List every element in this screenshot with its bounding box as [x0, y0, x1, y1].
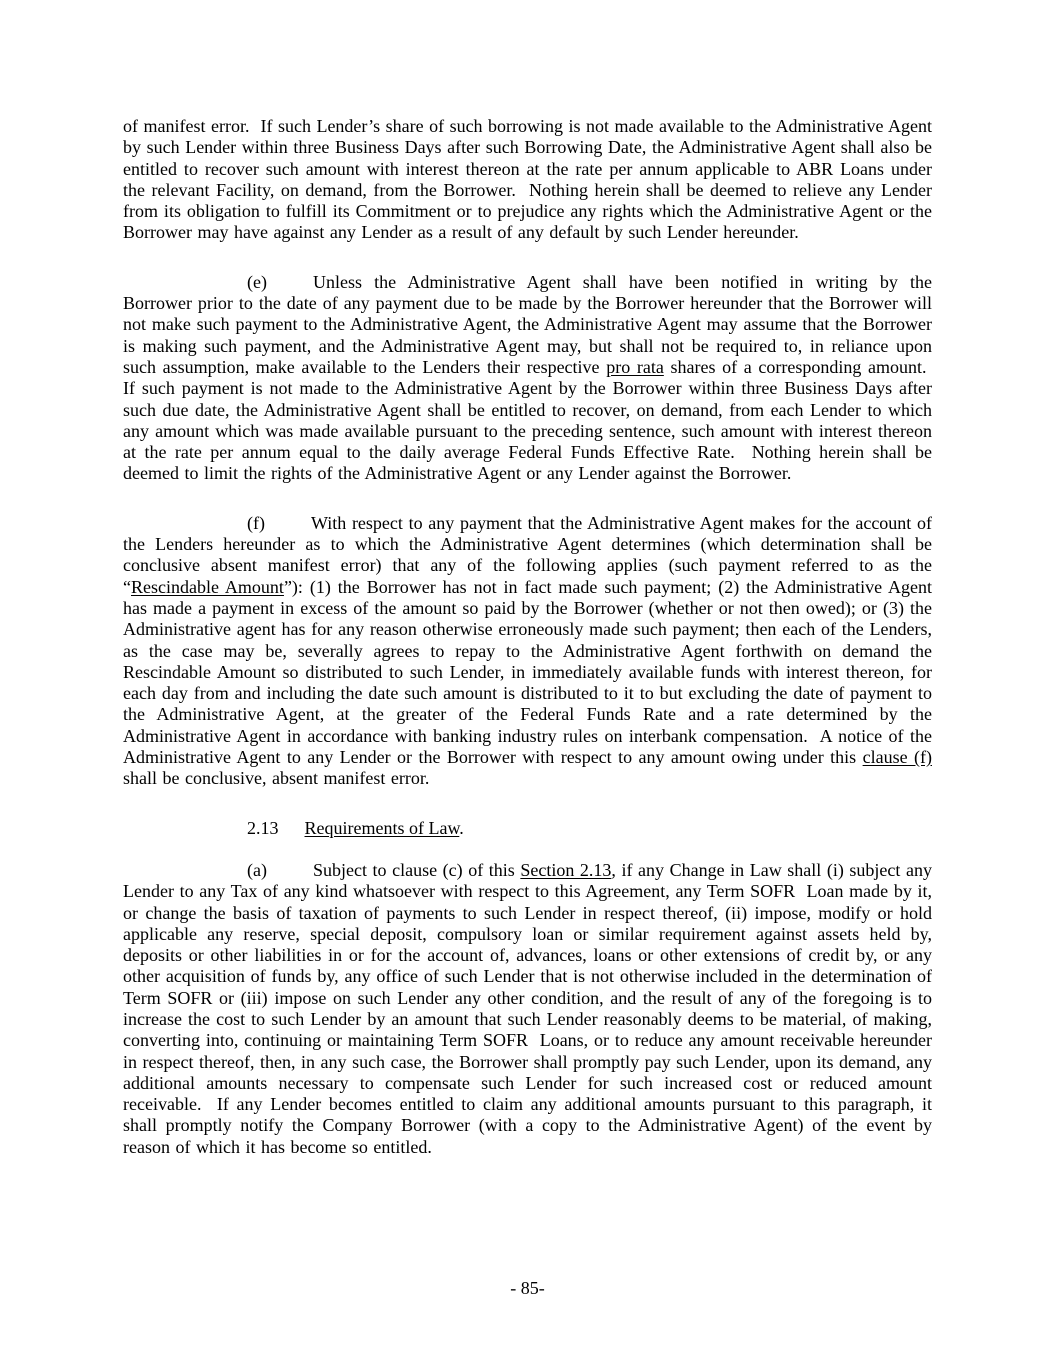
paragraph-clause-e	[123, 272, 932, 485]
clause-a-text-2: , if any Change in Law shall (i) subject any Lender to any Tax of any kind whatsoever with respect to this Agreement, any Term SOFR Loan made by it, or change the basis of taxation of payments to such Lender in respect thereof, (ii) impose, modify or hold applicable any reserve, special deposit, compulsory loan or similar requirement against assets held by, deposits or other liabilities in or for the account of, advances, loans or other extensions of credit by, or any other acquisition of funds by, any office of such Lender that is not otherwise included in the determination of Term SOFR or (iii) impose on such Lender any other condition, and the result of any of the foregoing is to increase the cost to such Lender by an amount that such Lender reasonably deems to be material, of making, converting into, continuing or maintaining Term SOFR Loans, or to reduce any amount receivable hereunder in respect thereof, then, in any such case, the Borrower shall promptly pay such Lender, upon its demand, any additional amounts necessary to compensate such Lender for such increased cost or reduced amount receivable. If any Lender becomes entitled to claim any additional amounts pursuant to this paragraph, it shall promptly notify the Company Borrower (with a copy to the Administrative Agent) of the event by reason of which it has become so entitled.	[123, 859, 932, 1157]
underlined-term-rescindable-amount: Rescindable Amount	[131, 576, 284, 597]
document-page	[123, 116, 932, 1186]
paragraph-clause-f	[123, 513, 932, 790]
clause-f-text-1: With respect to any payment that the Administrative Agent makes for the account of the Lenders hereunder as to which the Administrative Agent determines (which determination shall be conclusive absent manifest error) that any of the following applies (such payment referred to as the “	[123, 512, 932, 597]
clause-e-text-1: Unless the Administrative Agent shall have been notified in writing by the Borrower prior to the date of any payment due to be made by the Borrower hereunder that the Borrower will not make such payment to the Administrative Agent, the Administrative Agent may assume that the Borrower is making such payment, and the Administrative Agent may, but shall not be required to, in reliance upon such assumption, make available to the Lenders their respective	[123, 271, 932, 377]
underlined-cross-reference-clause-f: clause (f)	[862, 747, 932, 768]
paragraph-continuation	[123, 116, 932, 244]
clause-f-label: (f)	[247, 512, 265, 533]
clause-f-text-3: shall be conclusive, absent manifest error.	[123, 768, 430, 789]
paragraph-continuation-text: of manifest error. If such Lender’s share of such borrowing is not made available to the Administrative Agent by such Lender within three Business Days after such Borrowing Date, the Administrative Agent shall also be entitled to recover such amount with interest thereon at the rate per annum applicable to ABR Loans under the relevant Facility, on demand, from the Borrower. Nothing herein shall be deemed to relieve any Lender from its obligation to fulfill its Commitment or to prejudice any rights which the Administrative Agent or the Borrower may have against any Lender as a result of any default by such Lender hereunder.	[123, 116, 932, 243]
section-title-requirements-of-law: Requirements of Law	[304, 817, 460, 838]
underlined-cross-reference-section-2-13: Section 2.13	[520, 859, 612, 880]
clause-e-text-2: shares of a corresponding amount. If such payment is not made to the Administrative Agent by the Borrower within three Business Days after such due date, the Administrative Agent shall be entitled to recover, on demand, from each Lender to which any amount which was made available pursuant to the preceding sentence, such amount with interest thereon at the rate per annum equal to the daily average Federal Funds Effective Rate. Nothing herein shall be deemed to limit the rights of the Administrative Agent or any Lender against the Borrower.	[123, 356, 933, 484]
paragraph-clause-a	[123, 860, 932, 1158]
section-heading-2-13	[123, 818, 932, 839]
clause-a-text-1: Subject to clause (c) of this	[312, 859, 521, 880]
page-number: - 85-	[510, 1278, 545, 1298]
clause-a-label: (a)	[247, 859, 267, 880]
clause-e-label: (e)	[247, 271, 267, 292]
section-title-period: .	[459, 817, 464, 838]
section-number: 2.13	[247, 817, 279, 838]
underlined-term-pro-rata: pro rata	[606, 356, 664, 377]
clause-f-text-2: ”): (1) the Borrower has not in fact made such payment; (2) the Administrative Agent has made a payment in excess of the amount so paid by the Borrower (whether or not then owed); or (3) the Administrative agent has for any reason otherwise erroneously made such payment; then each of the Lenders, as the case may be, severally agrees to repay to the Administrative Agent forthwith on demand the Rescindable Amount so distributed to such Lender, in immediately available funds with interest thereon, for each day from and including the date such amount is distributed to it to but excluding the date of payment to the Administrative Agent, at the greater of the Federal Funds Rate and a rate determined by the Administrative Agent in accordance with banking industry rules on interbank compensation. A notice of the Administrative Agent to any Lender or the Borrower with respect to any amount owing under this	[123, 576, 933, 768]
